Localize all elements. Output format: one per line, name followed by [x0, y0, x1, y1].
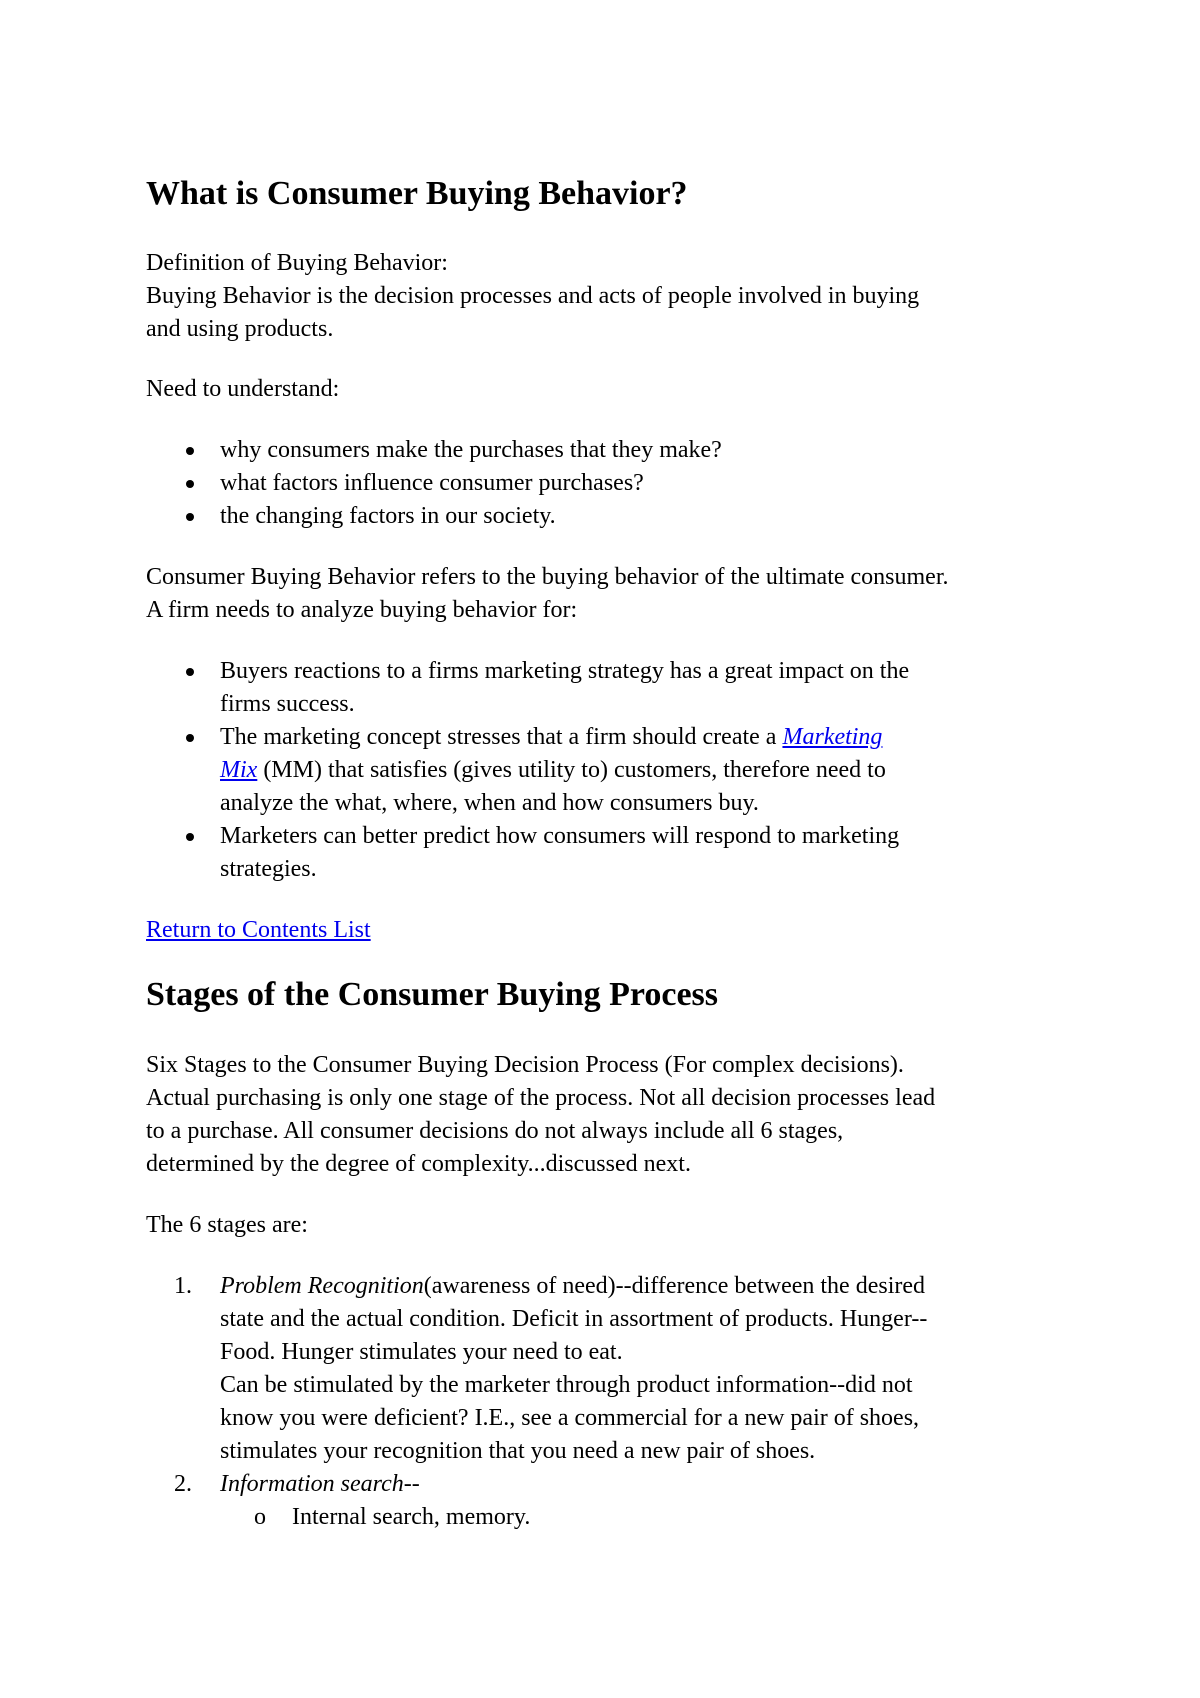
paragraph-line: Consumer Buying Behavior refers to the buying behavior of the ultimate consumer.	[146, 564, 949, 590]
definition-line: Buying Behavior is the decision processes and acts of people involved in buying	[146, 283, 920, 309]
definition-label: Definition of Buying Behavior:	[146, 250, 448, 276]
paragraph-line: Actual purchasing is only one stage of the process. Not all decision processes lead	[146, 1085, 936, 1111]
bullet-icon	[186, 480, 194, 488]
sub-list-item: Internal search, memory.	[292, 1504, 531, 1530]
bullet-icon	[186, 833, 194, 841]
marketing-mix-link-continued[interactable]: Mix	[220, 757, 258, 783]
marketing-mix-link[interactable]: Marketing	[782, 724, 883, 750]
paragraph-line: determined by the degree of complexity...discussed next.	[146, 1151, 691, 1177]
section-heading-stages: Stages of the Consumer Buying Process	[146, 976, 719, 1013]
return-to-contents-link[interactable]: Return to Contents List	[146, 917, 371, 943]
paragraph-line: Six Stages to the Consumer Buying Decision Process (For complex decisions).	[146, 1052, 904, 1078]
paragraph-line: to a purchase. All consumer decisions do not always include all 6 stages,	[146, 1118, 844, 1144]
stage-number: 2.	[174, 1471, 192, 1497]
stages-label: The 6 stages are:	[146, 1212, 308, 1238]
stage-title: Information search--	[220, 1471, 420, 1497]
paragraph-line: A firm needs to analyze buying behavior for:	[146, 597, 578, 623]
stage-title: Problem Recognition	[220, 1273, 424, 1299]
bullet-icon	[186, 447, 194, 455]
bullet-icon	[186, 668, 194, 676]
sub-bullet-icon: o	[254, 1504, 266, 1530]
need-label: Need to understand:	[146, 376, 340, 402]
stage-number: 1.	[174, 1273, 192, 1299]
bullet-icon	[186, 513, 194, 521]
definition-line: and using products.	[146, 316, 334, 342]
bullet-icon	[186, 734, 194, 742]
section-heading-buying-behavior: What is Consumer Buying Behavior?	[146, 175, 688, 212]
